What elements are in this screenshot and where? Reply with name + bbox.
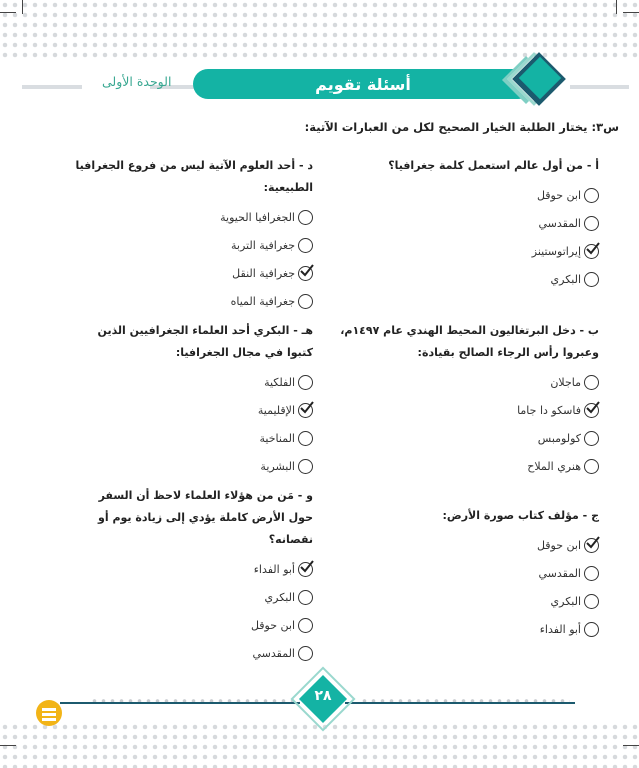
page-number: ٢٨ [314, 688, 332, 704]
option-label: إيراتوستينز [531, 244, 581, 258]
answer-option[interactable] [73, 583, 313, 611]
question-stem: و - مَن من هؤلاء العلماء لاحظ أن السفر حول الأرض كاملة يؤدي إلى زيادة يوم أو نقصانه؟ [98, 489, 313, 546]
answer-option[interactable] [339, 209, 599, 237]
option-label: ابن حوقل [250, 618, 295, 632]
radio-circle-icon[interactable] [584, 375, 599, 390]
section-title: أسئلة تقويم [193, 69, 533, 99]
crop-mark [616, 0, 617, 14]
answer-option[interactable] [73, 452, 313, 480]
header-rule-left [22, 85, 82, 89]
option-label: المقدسي [538, 566, 581, 580]
radio-circle-icon[interactable] [584, 594, 599, 609]
answer-option[interactable] [339, 559, 599, 587]
unit-label: الوحدة الأولى [102, 74, 172, 89]
checked-circle-icon[interactable] [584, 244, 599, 259]
question-stem: د - أحد العلوم الآتية ليس من فروع الجغرافيا الطبيعية: [75, 159, 313, 194]
checked-circle-icon[interactable] [298, 403, 313, 418]
question-h [73, 320, 313, 480]
question-d [73, 155, 313, 315]
option-label: البكري [550, 594, 581, 608]
answer-option[interactable] [339, 368, 599, 396]
radio-circle-icon[interactable] [584, 566, 599, 581]
option-label: الإقليمية [257, 403, 295, 417]
publisher-logo-icon [36, 700, 62, 726]
answer-option[interactable] [339, 396, 599, 424]
question-stem: هـ - البكري أحد العلماء الجغرافيين الذين كتبوا في مجال الجغرافيا: [97, 324, 313, 359]
option-label: المناخية [259, 431, 295, 445]
option-label: ابن حوقل [536, 538, 581, 552]
answer-option[interactable] [73, 555, 313, 583]
option-label: جغرافية النقل [232, 266, 295, 280]
answer-option[interactable] [339, 531, 599, 559]
answer-option[interactable] [339, 424, 599, 452]
radio-circle-icon[interactable] [298, 459, 313, 474]
answer-option[interactable] [73, 287, 313, 315]
option-label: كولومبس [537, 431, 581, 445]
question-instruction: س٣: يختار الطلبة الخيار الصحيح لكل من العبارات الآتية: [304, 120, 619, 134]
top-dot-pattern [0, 0, 639, 62]
question-b [339, 320, 599, 480]
answer-option[interactable] [73, 611, 313, 639]
radio-circle-icon[interactable] [584, 431, 599, 446]
option-label: أبو الفداء [253, 562, 295, 576]
question-w [73, 485, 313, 667]
option-label: البكري [550, 272, 581, 286]
option-label: هنري الملاح [527, 459, 581, 473]
answer-option[interactable] [73, 368, 313, 396]
option-label: البكري [264, 590, 295, 604]
radio-circle-icon[interactable] [298, 238, 313, 253]
answer-option[interactable] [339, 237, 599, 265]
answer-option[interactable] [73, 424, 313, 452]
radio-circle-icon[interactable] [584, 216, 599, 231]
radio-circle-icon[interactable] [584, 459, 599, 474]
answer-option[interactable] [339, 615, 599, 643]
radio-circle-icon[interactable] [298, 590, 313, 605]
option-label: المقدسي [252, 646, 295, 660]
checked-circle-icon[interactable] [298, 266, 313, 281]
radio-circle-icon[interactable] [298, 431, 313, 446]
question-j [339, 505, 599, 643]
answer-option[interactable] [73, 639, 313, 667]
question-stem: ج - مؤلف كتاب صورة الأرض: [442, 509, 599, 522]
radio-circle-icon[interactable] [298, 210, 313, 225]
option-label: جغرافية المياه [230, 294, 295, 308]
option-label: ماجلان [550, 375, 581, 389]
radio-circle-icon[interactable] [584, 188, 599, 203]
option-label: ابن حوقل [536, 188, 581, 202]
radio-circle-icon[interactable] [584, 622, 599, 637]
radio-circle-icon[interactable] [298, 294, 313, 309]
question-a [339, 155, 599, 293]
option-label: الجغرافيا الحيوية [220, 210, 295, 224]
option-label: أبو الفداء [539, 622, 581, 636]
checked-circle-icon[interactable] [584, 538, 599, 553]
crop-mark [22, 0, 23, 14]
radio-circle-icon[interactable] [298, 618, 313, 633]
answer-option[interactable] [339, 587, 599, 615]
footer-rule-left [60, 702, 300, 704]
header-rule-right [570, 85, 629, 89]
crop-mark [623, 12, 639, 13]
option-label: البشرية [260, 459, 295, 473]
option-label: المقدسي [538, 216, 581, 230]
answer-option[interactable] [339, 181, 599, 209]
checked-circle-icon[interactable] [584, 403, 599, 418]
answer-option[interactable] [73, 231, 313, 259]
answer-option[interactable] [339, 452, 599, 480]
checked-circle-icon[interactable] [298, 562, 313, 577]
option-label: الفلكية [264, 375, 295, 389]
crop-mark [0, 745, 16, 746]
radio-circle-icon[interactable] [298, 646, 313, 661]
footer-rule-right [345, 702, 575, 704]
question-stem: ب - دخل البرتغاليون المحيط الهندي عام ١٤٩٧م، وعبروا رأس الرجاء الصالح بقيادة: [340, 324, 599, 359]
answer-option[interactable] [73, 396, 313, 424]
radio-circle-icon[interactable] [584, 272, 599, 287]
crop-mark [623, 745, 639, 746]
option-label: فاسكو دا جاما [517, 403, 581, 417]
radio-circle-icon[interactable] [298, 375, 313, 390]
crop-mark [0, 12, 16, 13]
answer-option[interactable] [73, 203, 313, 231]
answer-option[interactable] [339, 265, 599, 293]
option-label: جغرافية التربة [231, 238, 295, 252]
question-stem: أ - من أول عالم استعمل كلمة جغرافيا؟ [388, 159, 599, 172]
answer-option[interactable] [73, 259, 313, 287]
